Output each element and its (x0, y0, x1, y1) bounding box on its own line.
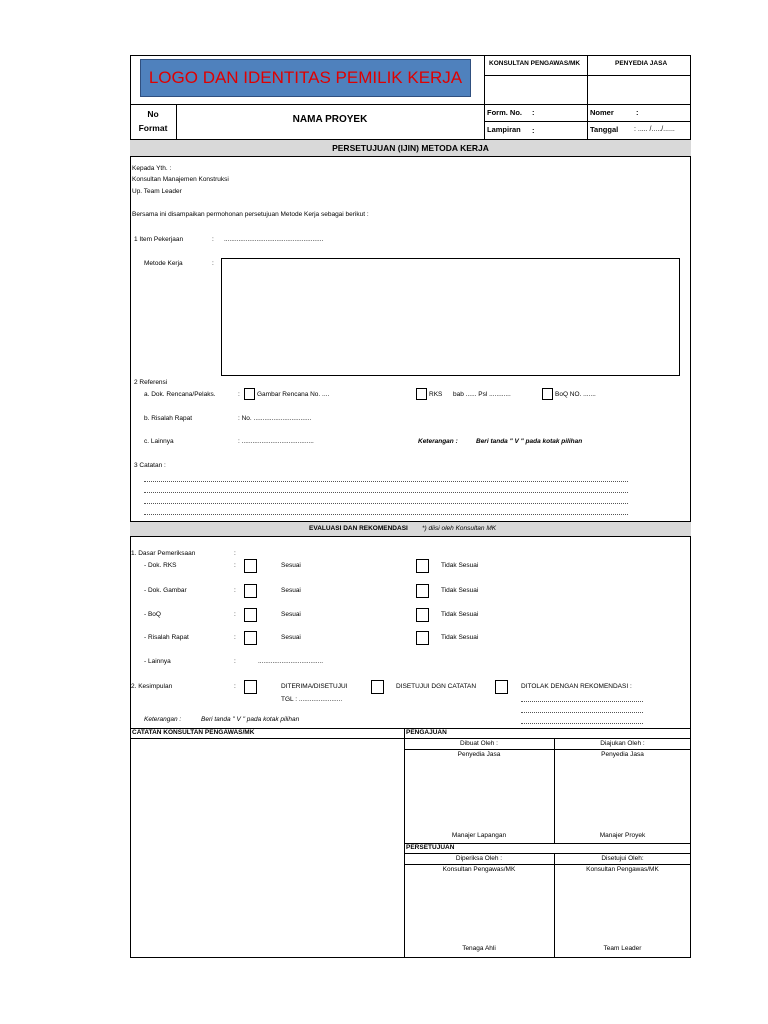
eval-row-colon: : (234, 562, 236, 569)
divider (404, 864, 691, 865)
nomer-label: Nomer (590, 108, 614, 117)
lampiran-colon: : (532, 126, 535, 135)
eval-row-colon: : (234, 611, 236, 618)
tenaga-ahli-label: Tenaga Ahli (462, 945, 496, 952)
catatan-konsultan-label: CATATAN KONSULTAN PENGAWAS/MK (132, 729, 255, 736)
evaluasi-note: *) diisi oleh Konsultan MK (422, 525, 497, 532)
pengajuan-label: PENGAJUAN (406, 729, 447, 736)
divider (484, 121, 691, 122)
gambar-checkbox[interactable] (244, 388, 255, 400)
metode-colon: : (212, 260, 214, 267)
divider (484, 55, 485, 139)
no-format-label-1: No (147, 109, 159, 119)
manajer-lapangan-label: Manajer Lapangan (451, 832, 507, 839)
diajukan-oleh-label: Diajukan Oleh : (600, 740, 645, 747)
ditolak-label: DITOLAK DENGAN REKOMENDASI : (521, 683, 632, 690)
catatan-konsultan-area[interactable] (132, 740, 402, 956)
eval-row-label: - Dok. RKS (144, 562, 177, 569)
no-format-label-2: Format (138, 123, 168, 133)
lampiran-label: Lampiran (487, 125, 521, 134)
tidak-sesuai-checkbox[interactable] (416, 631, 429, 645)
sesuai-checkbox[interactable] (244, 631, 257, 645)
risalah-value[interactable]: : No. ................................ (238, 415, 312, 422)
tidak-sesuai-label: Tidak Sesuai (441, 611, 479, 618)
tidak-sesuai-checkbox[interactable] (416, 584, 429, 598)
dok-rencana-label: a. Dok. Rencana/Pelaks. (144, 391, 216, 398)
penyedia-jasa-label: Penyedia Jasa (601, 751, 644, 758)
penyedia-jasa-label: Penyedia Jasa (457, 751, 501, 758)
catatan-line[interactable] (144, 503, 628, 504)
disetujui-oleh-label: Disetujui Oleh: (601, 855, 644, 862)
rekomendasi-line[interactable] (521, 723, 643, 724)
keterangan-text-2: Beri tanda " V " pada kotak pilihan (201, 716, 300, 723)
item-label: 1 Item Pekerjaan (134, 236, 184, 243)
ditolak-checkbox[interactable] (495, 680, 508, 694)
lainnya-eval-value[interactable]: .................................... (258, 658, 324, 665)
tgl-label[interactable]: TGL : ........................ (281, 696, 343, 703)
lainnya-ref-label: c. Lainnya (144, 438, 174, 445)
rekomendasi-line[interactable] (521, 701, 643, 702)
form-no-label: Form. No. (487, 108, 522, 117)
boq-label: BoQ NO. ....... (555, 391, 596, 398)
signature-area-manajer-lapangan[interactable] (406, 762, 552, 832)
rks-checkbox[interactable] (416, 388, 427, 400)
gambar-label: Gambar Rencana No. .... (257, 391, 330, 398)
diterima-checkbox[interactable] (244, 680, 257, 694)
signature-area-tenaga-ahli[interactable] (406, 878, 552, 942)
kesimpulan-label: 2. Kesimpulan (131, 683, 173, 690)
sesuai-checkbox[interactable] (244, 608, 257, 622)
sesuai-label: Sesuai (281, 611, 301, 618)
item-value[interactable]: ....................................................... (224, 236, 324, 243)
penyedia-header: PENYEDIA JASA (615, 60, 668, 67)
signature-area-team-leader[interactable] (556, 878, 689, 942)
tidak-sesuai-checkbox[interactable] (416, 559, 429, 573)
konsultan-mk-text: Konsultan Manajemen Konstruksi (132, 176, 229, 183)
eval-row-label: - Risalah Rapat (144, 634, 189, 641)
eval-row-label: - Dok. Gambar (144, 587, 187, 594)
evaluasi-band (130, 521, 691, 537)
item-colon: : (212, 236, 214, 243)
eval-row-colon: : (234, 634, 236, 641)
kesimpulan-colon: : (234, 683, 236, 690)
divider (130, 738, 691, 739)
dok-rencana-colon: : (238, 391, 240, 398)
catatan-line[interactable] (144, 481, 628, 482)
diperiksa-oleh-label: Diperiksa Oleh : (455, 855, 503, 862)
dibuat-oleh-label: Dibuat Oleh : (460, 740, 498, 747)
keterangan-label-2: Keterangan : (144, 716, 182, 723)
risalah-label: b. Risalah Rapat (144, 415, 193, 422)
metode-label: Metode Kerja (144, 260, 183, 267)
up-text: Up. Team Leader (132, 188, 182, 195)
logo-placeholder (140, 59, 471, 97)
disetujui-catatan-label: DISETUJUI DGN CATATAN (396, 683, 477, 690)
persetujuan-label: PERSETUJUAN (406, 844, 455, 851)
boq-checkbox[interactable] (542, 388, 553, 400)
tanggal-label: Tanggal (590, 125, 619, 134)
eval-row-label: - BoQ (144, 611, 161, 618)
diterima-label: DITERIMA/DISETUJUI (281, 683, 348, 690)
keterangan-text-1: Beri tanda " V " pada kotak pilihan (476, 438, 583, 445)
form-no-colon: : (532, 108, 535, 117)
metode-kerja-box[interactable] (221, 258, 680, 376)
lainnya-ref-value[interactable]: : ........................................ (238, 438, 314, 445)
sesuai-label: Sesuai (281, 587, 301, 594)
konsultan-pengawas-label: Konsultan Pengawas/MK (442, 866, 516, 873)
intro-text: Bersama ini disampaikan permohonan persetujuan Metode Kerja sebagai berikut : (132, 211, 369, 218)
divider (484, 75, 691, 76)
sesuai-checkbox[interactable] (244, 559, 257, 573)
evaluasi-title: EVALUASI DAN REKOMENDASI (309, 525, 408, 532)
rks-label: RKS (429, 391, 443, 398)
lainnya-eval-label: - Lainnya (144, 658, 171, 665)
eval-row-colon: : (234, 587, 236, 594)
divider (404, 853, 691, 854)
tidak-sesuai-label: Tidak Sesuai (441, 562, 479, 569)
tidak-sesuai-label: Tidak Sesuai (441, 634, 479, 641)
sesuai-label: Sesuai (281, 634, 301, 641)
rks-bab-label: bab ...... Psl ............ (453, 391, 511, 398)
divider (404, 749, 691, 750)
rekomendasi-line[interactable] (521, 712, 643, 713)
konsultan-header: KONSULTAN PENGAWAS/MK (489, 60, 581, 67)
divider (587, 55, 588, 139)
divider (130, 104, 691, 105)
catatan-line[interactable] (144, 492, 628, 493)
konsultan-pengawas-label: Konsultan Pengawas/MK (586, 866, 659, 873)
sesuai-checkbox[interactable] (244, 584, 257, 598)
catatan-label: 3 Catatan : (134, 462, 166, 469)
project-name: NAMA PROYEK (292, 114, 368, 125)
dasar-label: 1. Dasar Pemeriksaan (131, 550, 196, 557)
tanggal-value: : ..... /...../...... (634, 126, 675, 133)
catatan-line[interactable] (144, 514, 628, 515)
referensi-label: 2 Referensi (134, 379, 168, 386)
tidak-sesuai-checkbox[interactable] (416, 608, 429, 622)
nomer-colon: : (636, 108, 639, 117)
disetujui-catatan-checkbox[interactable] (371, 680, 384, 694)
sesuai-label: Sesuai (281, 562, 301, 569)
form-title: PERSETUJUAN (IJIN) METODA KERJA (332, 143, 489, 153)
manajer-proyek-label: Manajer Proyek (599, 832, 646, 839)
lainnya-eval-colon: : (234, 658, 236, 665)
dasar-colon: : (234, 550, 236, 557)
tidak-sesuai-label: Tidak Sesuai (441, 587, 479, 594)
signature-area-manajer-proyek[interactable] (556, 762, 689, 832)
logo-text: LOGO DAN IDENTITAS PEMILIK KERJA (148, 68, 463, 87)
team-leader-label: Team Leader (603, 945, 642, 952)
keterangan-label-1: Keterangan : (418, 438, 458, 445)
kepada-text: Kepada Yth. : (132, 165, 172, 172)
